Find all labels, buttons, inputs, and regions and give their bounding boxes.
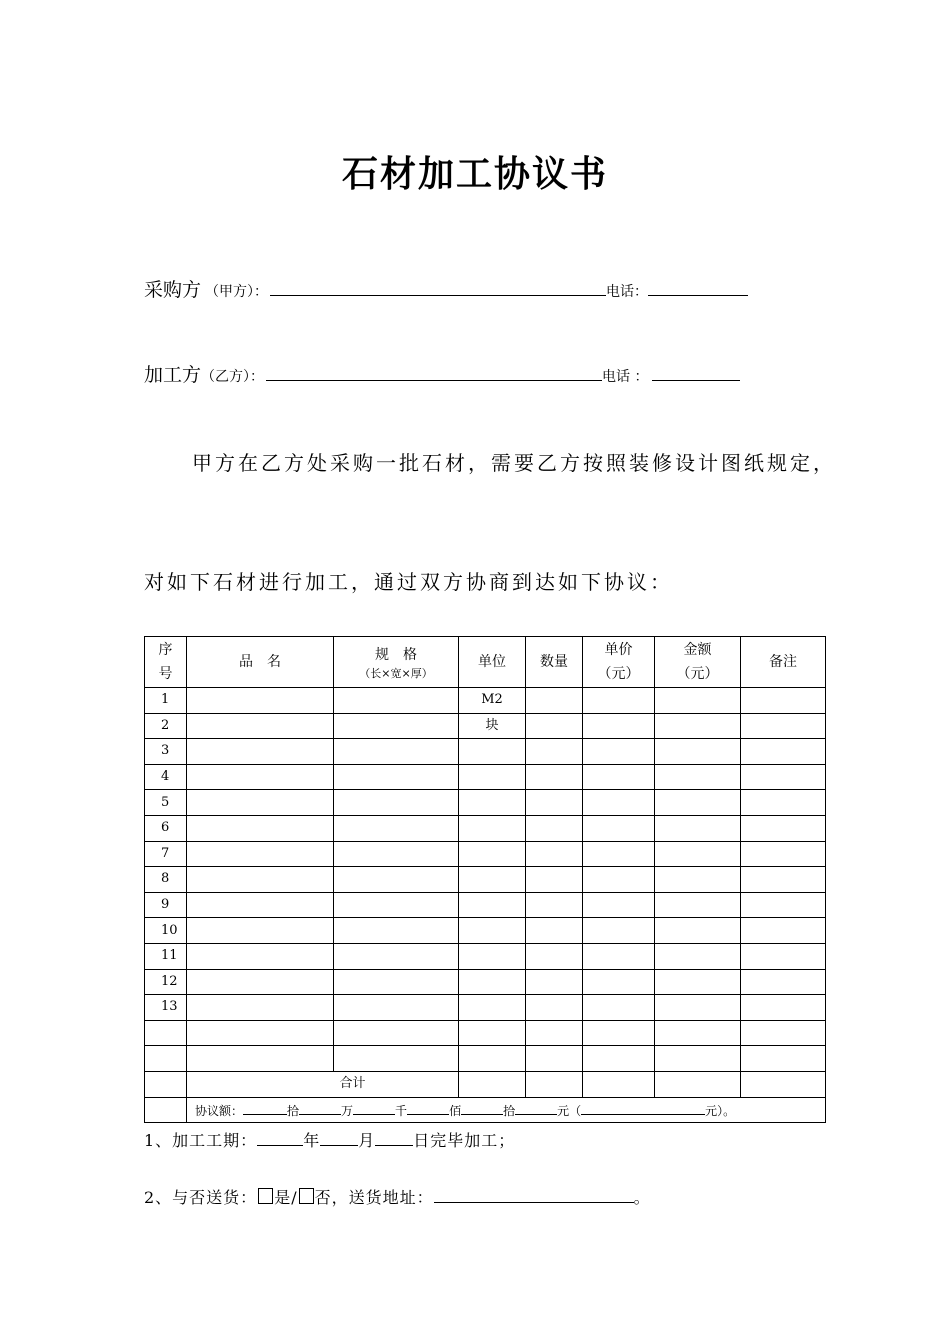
row-cell[interactable] [334,995,459,1021]
row-unit[interactable] [459,1046,526,1072]
row-cell[interactable] [526,790,583,816]
yes-checkbox[interactable] [258,1188,273,1204]
row-cell[interactable] [583,969,655,995]
row-seq: 2 [145,713,187,739]
header-price: 单价 （元） [583,637,655,688]
table-row [145,892,826,918]
table-row [145,943,826,969]
row-cell[interactable] [655,1020,741,1046]
row-cell[interactable] [334,918,459,944]
row-cell[interactable] [187,790,334,816]
row-cell[interactable] [655,918,741,944]
row-cell[interactable] [187,969,334,995]
intro-paragraph-line1: 甲方在乙方处采购一批石材，需要乙方按照装修设计图纸规定， [192,451,836,475]
row-seq: 3 [145,739,187,765]
total-row [145,1071,826,1097]
row-cell[interactable] [655,739,741,765]
row-cell[interactable] [334,815,459,841]
agreement-amount: 协议额： 拾 万 千 佰 拾 元（ 元）。 [187,1097,826,1123]
row-cell[interactable] [187,713,334,739]
row-cell[interactable] [334,713,459,739]
row-cell[interactable] [655,969,741,995]
row-cell[interactable] [187,841,334,867]
table-row [145,995,826,1021]
row-cell[interactable] [583,1046,655,1072]
header-seq: 序 号 [145,637,187,688]
item-1-duration: 1、加工工期： 年 月 日完毕加工； [144,1131,516,1150]
row-seq [145,1046,187,1072]
row-cell[interactable] [187,1020,334,1046]
row-cell[interactable] [526,918,583,944]
row-cell[interactable] [187,918,334,944]
table-row [145,1046,826,1072]
table-row [145,918,826,944]
row-cell[interactable] [526,943,583,969]
row-seq: 8 [145,867,187,893]
table-row [145,815,826,841]
row-cell[interactable] [526,892,583,918]
party-b-tag: （乙方）： [201,369,265,385]
row-cell[interactable] [655,943,741,969]
table-row [145,764,826,790]
table-row [145,688,826,714]
row-unit[interactable] [459,892,526,918]
row-cell[interactable] [741,1046,826,1072]
row-unit[interactable]: 块 [459,713,526,739]
row-cell[interactable] [741,892,826,918]
row-cell[interactable] [526,688,583,714]
row-cell[interactable] [334,841,459,867]
day-field[interactable] [375,1129,413,1146]
row-cell[interactable] [526,713,583,739]
row-cell[interactable] [334,764,459,790]
row-unit[interactable]: M2 [459,688,526,714]
item-2-delivery: 2、与否送货： 是/ 否，送货地址： 。 [144,1188,651,1207]
row-cell[interactable] [583,764,655,790]
row-unit[interactable] [459,969,526,995]
row-unit[interactable] [459,790,526,816]
row-cell[interactable] [741,969,826,995]
row-cell[interactable] [583,688,655,714]
row-cell[interactable] [655,892,741,918]
row-seq: 13 [145,995,187,1021]
row-seq: 11 [145,943,187,969]
row-cell[interactable] [334,739,459,765]
row-cell[interactable] [526,764,583,790]
row-cell[interactable] [655,815,741,841]
row-cell[interactable] [655,688,741,714]
row-unit[interactable] [459,841,526,867]
header-spec: 规 格 （长×宽×厚） [334,637,459,688]
row-cell[interactable] [583,918,655,944]
row-cell[interactable] [187,739,334,765]
delivery-address-field[interactable] [434,1186,634,1203]
row-cell[interactable] [187,815,334,841]
row-cell[interactable] [741,739,826,765]
header-qty: 数量 [526,637,583,688]
agreement-row [145,1097,826,1123]
month-field[interactable] [320,1129,358,1146]
row-seq: 6 [145,815,187,841]
row-cell[interactable] [334,969,459,995]
total-label: 合计 [187,1071,459,1097]
row-unit[interactable] [459,867,526,893]
row-cell[interactable] [655,841,741,867]
row-cell[interactable] [583,995,655,1021]
row-cell[interactable] [187,943,334,969]
row-cell[interactable] [655,790,741,816]
row-cell[interactable] [583,713,655,739]
row-seq: 4 [145,764,187,790]
row-cell[interactable] [655,1046,741,1072]
intro-paragraph-line2: 对如下石材进行加工，通过双方协商到达如下协议： [144,570,673,594]
row-cell[interactable] [741,943,826,969]
row-cell[interactable] [583,1020,655,1046]
row-cell[interactable] [741,713,826,739]
party-a-phone-label: 电话： [606,284,649,300]
row-cell[interactable] [741,841,826,867]
party-a-row [144,276,748,304]
row-unit[interactable] [459,1020,526,1046]
row-cell[interactable] [526,841,583,867]
row-cell[interactable] [187,995,334,1021]
document-title: 石材加工协议书 [341,154,608,195]
row-cell[interactable] [187,867,334,893]
row-cell[interactable] [526,969,583,995]
party-a-name-field[interactable] [270,276,606,296]
row-unit[interactable] [459,815,526,841]
row-cell[interactable] [583,943,655,969]
row-unit[interactable] [459,764,526,790]
party-b-label: 加工方 [144,364,202,386]
row-cell[interactable] [526,995,583,1021]
row-cell[interactable] [187,892,334,918]
row-cell[interactable] [334,892,459,918]
row-cell[interactable] [583,867,655,893]
row-unit[interactable] [459,739,526,765]
row-cell[interactable] [655,764,741,790]
header-amount: 金额 （元） [655,637,741,688]
row-cell[interactable] [741,790,826,816]
row-cell[interactable] [526,1020,583,1046]
table-row [145,739,826,765]
row-cell[interactable] [741,1020,826,1046]
row-cell[interactable] [741,688,826,714]
row-seq: 5 [145,790,187,816]
party-a-phone-field[interactable] [648,276,748,296]
row-cell[interactable] [583,790,655,816]
row-unit[interactable] [459,995,526,1021]
row-seq: 9 [145,892,187,918]
row-cell[interactable] [655,713,741,739]
row-cell[interactable] [334,1020,459,1046]
party-b-phone-field[interactable] [652,361,740,381]
table-row [145,969,826,995]
row-cell[interactable] [334,790,459,816]
stone-items-table [144,636,826,1123]
party-b-row [144,361,740,389]
row-seq: 12 [145,969,187,995]
row-cell[interactable] [741,918,826,944]
table-row [145,713,826,739]
row-cell[interactable] [526,1046,583,1072]
table-row [145,841,826,867]
header-remark: 备注 [741,637,826,688]
row-cell[interactable] [526,815,583,841]
table-row [145,790,826,816]
party-b-phone-label: 电话 ： [602,369,649,385]
row-cell[interactable] [583,892,655,918]
row-cell[interactable] [655,995,741,1021]
header-unit: 单位 [459,637,526,688]
row-cell[interactable] [741,867,826,893]
row-unit[interactable] [459,918,526,944]
row-seq: 10 [145,918,187,944]
row-unit[interactable] [459,943,526,969]
row-seq: 7 [145,841,187,867]
table-row [145,867,826,893]
row-cell[interactable] [583,841,655,867]
row-cell[interactable] [187,764,334,790]
table-header-row [145,637,826,688]
row-cell[interactable] [334,1046,459,1072]
row-cell[interactable] [526,739,583,765]
row-cell[interactable] [334,943,459,969]
party-a-tag: （甲方）： [205,284,269,300]
header-name: 品 名 [187,637,334,688]
row-cell[interactable] [741,995,826,1021]
row-cell[interactable] [583,739,655,765]
row-cell[interactable] [583,815,655,841]
no-checkbox[interactable] [299,1188,314,1204]
party-b-name-field[interactable] [266,361,602,381]
row-cell[interactable] [741,764,826,790]
row-seq: 1 [145,688,187,714]
row-cell[interactable] [187,1046,334,1072]
row-cell[interactable] [334,867,459,893]
table-row [145,1020,826,1046]
year-field[interactable] [257,1129,303,1146]
row-seq [145,1020,187,1046]
row-cell[interactable] [655,867,741,893]
row-cell[interactable] [741,815,826,841]
row-cell[interactable] [187,688,334,714]
row-cell[interactable] [526,867,583,893]
row-cell[interactable] [334,688,459,714]
party-a-label: 采购方 [144,279,202,301]
